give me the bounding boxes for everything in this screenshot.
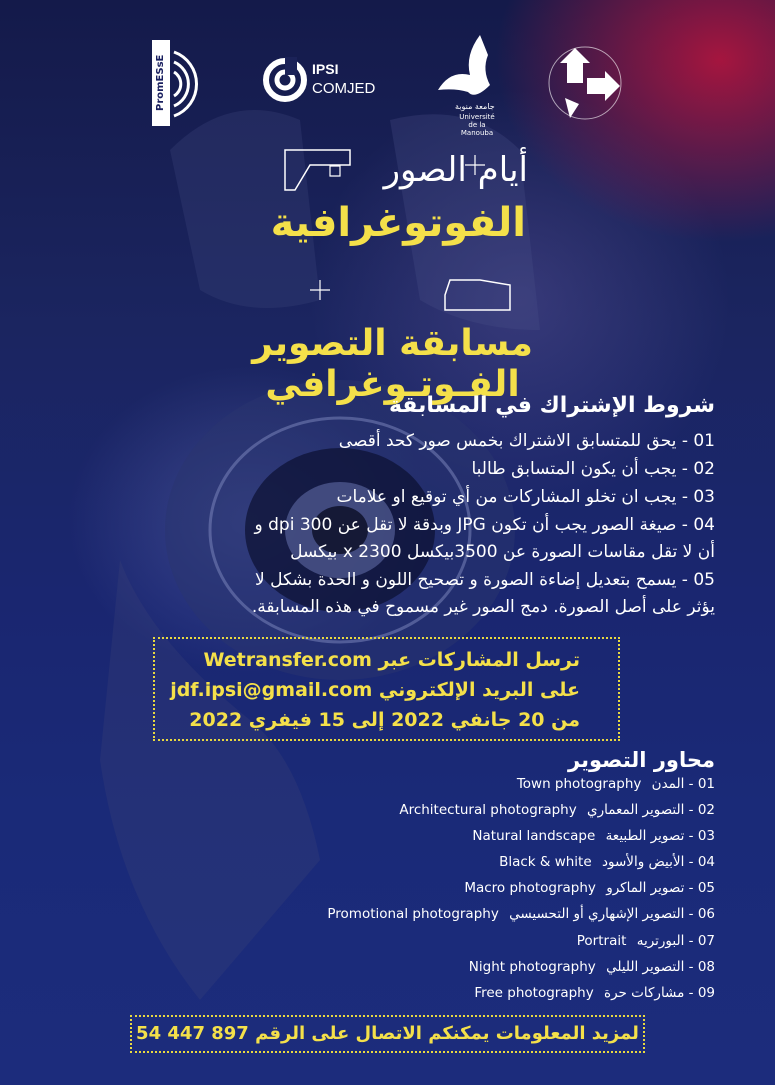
axis-item xyxy=(250,906,715,932)
submission-email-line: على البريد الإلكتروني jdf.ipsi@gmail.com xyxy=(170,679,580,701)
competition-title: مسابقة التصوير الفـوتـوغرافي xyxy=(252,323,533,405)
calligraphy-icon xyxy=(430,30,500,105)
submission-dates-line: من 20 جانفي 2022 إلى 15 فيفري 2022 xyxy=(189,709,580,731)
axis-english: Architectural photography xyxy=(399,802,577,819)
condition-item: 02 - يجب أن يكون المتسابق طالبا xyxy=(471,459,715,479)
axis-item xyxy=(250,802,715,828)
photographic-title: الفوتوغرافية xyxy=(270,200,526,246)
manouba-arabic-name: جامعة منوبة xyxy=(455,102,495,111)
contact-footer: لمزيد المعلومات يمكنكم الاتصال على الرقم 897 447 54 xyxy=(130,1015,645,1053)
axis-english: Night photography xyxy=(468,958,596,975)
axis-english: Promotional photography xyxy=(327,906,499,923)
promesse-logo-text: PromESsE xyxy=(152,40,170,126)
arrows-emblem-icon xyxy=(545,38,630,128)
submission-box xyxy=(153,637,620,741)
axis-number: 08 - xyxy=(688,958,715,975)
axes-heading: محاور التصوير xyxy=(568,748,715,772)
axis-arabic: البورتريه xyxy=(636,932,685,949)
manouba-university-logo xyxy=(425,30,515,140)
axis-arabic: تصوير الماكرو xyxy=(606,880,685,897)
axis-english: Town photography xyxy=(516,776,642,792)
axis-english: Macro photography xyxy=(464,880,596,897)
axis-arabic: تصوير الطبيعة xyxy=(605,828,685,845)
axis-number: 05 - xyxy=(688,880,715,897)
axis-number: 03 - xyxy=(688,828,715,845)
promesse-logo xyxy=(152,40,214,130)
condition-item: 05 - يسمح بتعديل إضاءة الصورة و تصحيح اللون و الحدة بشكل لا يؤثر على أصل الصورة. دمج الصور غير مسموح في هذه المسابقة. xyxy=(251,570,715,617)
axis-item xyxy=(250,854,715,880)
manouba-french-name: Université de la Manouba xyxy=(459,113,495,137)
axis-english: Natural landscape xyxy=(472,828,596,845)
days-title: أيام الصور xyxy=(383,150,528,190)
axis-arabic: التصوير الليلي xyxy=(606,958,685,975)
axis-arabic: التصوير المعماري xyxy=(587,802,685,819)
axis-english: Free photography xyxy=(474,984,594,1001)
ipsi-comjed-logo xyxy=(262,55,392,115)
condition-item: 01 - يحق للمتسابق الاشتراك بخمس صور كحد أقصى xyxy=(338,431,715,451)
ipsi-name: IPSI xyxy=(312,61,339,77)
submission-line: ترسل المشاركات عبر Wetransfer.com xyxy=(203,649,580,671)
axis-number: 06 - xyxy=(688,906,715,923)
conditions-heading: شروط الإشتراك في المسابقة xyxy=(388,393,715,418)
axis-number: 09 - xyxy=(688,984,715,1001)
axis-arabic: المدن xyxy=(651,776,685,792)
culture-ministry-logo xyxy=(545,38,630,128)
promesse-arcs-icon xyxy=(172,44,214,124)
axis-english: Portrait xyxy=(576,932,627,949)
axis-item xyxy=(250,933,715,959)
axis-english: Black & white xyxy=(499,854,592,871)
axis-item xyxy=(250,880,715,906)
axis-item xyxy=(250,776,715,802)
condition-item: 03 - يجب ان تخلو المشاركات من أي توقيع او علامات xyxy=(336,487,715,507)
axis-number: 07 - xyxy=(688,932,715,949)
condition-item: 04 - صيغة الصور يجب أن تكون JPG وبدقة لا تقل عن 300 dpi و أن لا تقل مقاسات الصورة عن 3500بيكسل x 2300 بيكسل xyxy=(254,515,715,562)
axis-item xyxy=(250,985,715,1011)
axis-number: 02 - xyxy=(688,802,715,819)
axis-item xyxy=(250,828,715,854)
axis-item xyxy=(250,959,715,985)
ipsi-swirl-icon xyxy=(262,57,308,103)
axis-number: 01 - xyxy=(688,776,715,792)
conditions-list xyxy=(250,428,715,622)
axis-arabic: مشاركات حرة xyxy=(604,984,685,1001)
axis-arabic: التصوير الإشهاري أو التحسيسي xyxy=(509,906,685,923)
axes-list xyxy=(250,776,715,1011)
ipsi-sub: COMJED xyxy=(312,80,376,97)
axis-arabic: الأبيض والأسود xyxy=(601,854,685,871)
axis-number: 04 - xyxy=(688,854,715,871)
